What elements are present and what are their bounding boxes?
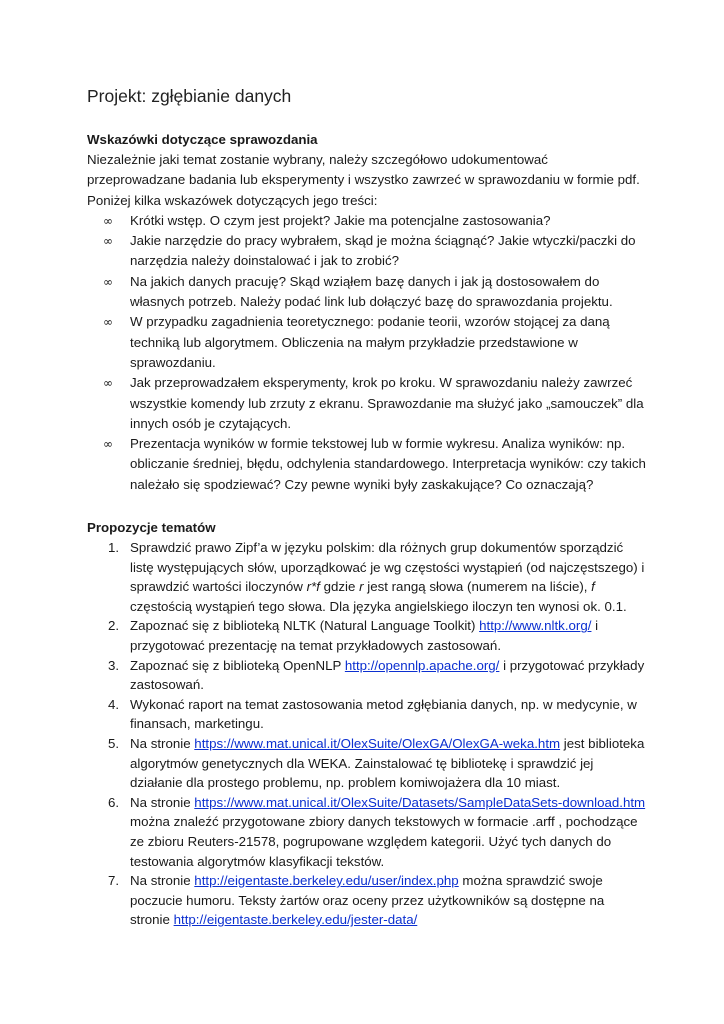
list-item <box>87 312 647 373</box>
topic-text: jest biblioteka algorytmów genetycznych dla WEKA. Zainstalować tę bibliotekę i sprawdzić jej działanie dla prostego problemu, np. problem komiwojażera dla 10 miast. <box>130 735 645 791</box>
topic-number: 6. <box>108 794 120 810</box>
nltk-link[interactable]: http://www.nltk.org/ <box>479 618 592 634</box>
topic-item-1 <box>87 538 647 616</box>
topic-text: Zapoznać się z biblioteką NLTK (Natural Language Toolkit) <box>130 618 480 634</box>
list-item <box>87 434 647 495</box>
list-item-text: Krótki wstęp. O czym jest projekt? Jakie ma potencjalne zastosowania? <box>130 212 551 228</box>
topic-number: 5. <box>108 735 120 751</box>
infinity-bullet-icon: ∞ <box>103 315 113 330</box>
list-item <box>87 272 647 313</box>
topic-number: 4. <box>108 696 120 712</box>
infinity-bullet-icon: ∞ <box>103 213 113 228</box>
list-item <box>87 231 647 272</box>
report-guidelines-heading: Wskazówki dotyczące sprawozdania <box>87 132 318 147</box>
topics-heading: Propozycje tematów <box>87 520 216 535</box>
topic-text: Na stronie <box>130 794 195 810</box>
topic-item-6 <box>87 793 647 871</box>
infinity-bullet-icon: ∞ <box>103 376 113 391</box>
infinity-bullet-icon: ∞ <box>103 274 113 289</box>
infinity-bullet-icon: ∞ <box>103 234 113 249</box>
topic-text: można znaleźć przygotowane zbiory danych tekstowych w formacie .arff , pochodzące ze zbioru Reuters-21578, pogrupowane względem kategorii. Użyć tych danych do testowania algorytmów klasyfikacji tekstów. <box>130 814 638 869</box>
list-item-text: Jak przeprowadzałem eksperymenty, krok po kroku. W sprawozdaniu należy zawrzeć wszystkie komendy lub zrzuty z ekranu. Sprawozdanie ma służyć jako „samouczek” dla innych osób je czytających. <box>130 375 644 431</box>
report-guidelines-section <box>87 130 647 495</box>
sample-datasets-link[interactable]: https://www.mat.unical.it/OlexSuite/Datasets/SampleDataSets-download.htm <box>194 794 646 810</box>
list-item-text: Prezentacja wyników w formie tekstowej lub w formie wykresu. Analiza wyników: np. obliczanie średniej, błędu, odchylenia standardowego. Interpretacja wyników: czy takich należało się spodziewać? Czy pewne wyniki były zaskakujące? Co oznaczają? <box>130 436 646 492</box>
topic-text: częstością wystąpień tego słowa. Dla języka angielskiego iloczyn ten wynosi ok. 0.1. <box>130 598 627 614</box>
topic-item-4 <box>87 695 647 734</box>
guidelines-list <box>87 211 647 495</box>
list-item-text: Jakie narzędzie do pracy wybrałem, skąd je można ściągnąć? Jakie wtyczki/paczki do narzędzia należy doinstalować i jak to zrobić? <box>130 233 636 269</box>
list-item-text: Na jakich danych pracuję? Skąd wziąłem bazę danych i jak ją dostosowałem do własnych potrzeb. Należy podać link lub dołączyć bazę do sprawozdania projektu. <box>130 273 613 310</box>
list-item <box>87 373 647 434</box>
topic-text: gdzie <box>319 579 360 595</box>
topic-item-2 <box>87 616 647 655</box>
infinity-bullet-icon: ∞ <box>103 437 113 452</box>
page-title: Projekt: zgłębianie danych <box>87 86 292 106</box>
topic-variable: f <box>591 579 595 595</box>
jester-data-link[interactable]: http://eigentaste.berkeley.edu/jester-data/ <box>173 912 418 928</box>
eigentaste-link[interactable]: http://eigentaste.berkeley.edu/user/index.php <box>194 873 459 889</box>
topics-list <box>87 538 647 930</box>
topic-item-7 <box>87 871 647 930</box>
topic-formula: r*f <box>306 579 320 595</box>
topic-text: można sprawdzić swoje poczucie humoru. Teksty żartów oraz oceny przez użytkowników są dostępne na stronie <box>130 873 605 928</box>
topic-text: Na stronie <box>130 873 195 889</box>
topic-item-5 <box>87 734 647 793</box>
report-intro-paragraph: Niezależnie jaki temat zostanie wybrany, należy szczegółowo udokumentować przeprowadzane badania lub eksperymenty i wszystko zawrzeć w sprawozdaniu w formie pdf. Poniżej kilka wskazówek dotyczących jego treści: <box>87 152 640 208</box>
topic-number: 1. <box>108 540 120 555</box>
topic-item-3 <box>87 656 647 695</box>
list-item-text: W przypadku zagadnienia teoretycznego: podanie teorii, wzorów stojącej za daną techniką lub algorytmem. Obliczenia na małym przykładzie przedstawione w sprawozdaniu. <box>130 314 610 370</box>
topic-text: Na stronie <box>130 735 195 751</box>
topics-section <box>87 518 647 930</box>
topic-text: Sprawdzić prawo Zipf’a w języku polskim: dla różnych grup dokumentów sporządzić listę występujących słów, uporządkować je wg częstości wystąpień (od najczęstszego) i sprawdzić wartości iloczynów <box>130 540 645 595</box>
topic-text: jest rangą słowa (numerem na liście), <box>363 579 592 595</box>
opennlp-link[interactable]: http://opennlp.apache.org/ <box>344 657 500 673</box>
topic-number: 7. <box>108 873 120 889</box>
topic-text: Wykonać raport na temat zastosowania metod zgłębiania danych, np. w medycynie, w finansach, marketingu. <box>130 696 637 732</box>
olexga-weka-link[interactable]: https://www.mat.unical.it/OlexSuite/OlexGA/OlexGA-weka.htm <box>194 735 561 751</box>
topic-number: 3. <box>108 657 120 673</box>
topic-text: i przygotować przykłady zastosowań. <box>130 657 645 693</box>
list-item <box>87 211 647 231</box>
topic-number: 2. <box>108 618 120 634</box>
topic-text: i przygotować prezentację na temat przykładowych zastosowań. <box>130 618 599 653</box>
topic-text: Zapoznać się z biblioteką OpenNLP <box>130 657 345 673</box>
topic-variable: r <box>359 579 364 595</box>
